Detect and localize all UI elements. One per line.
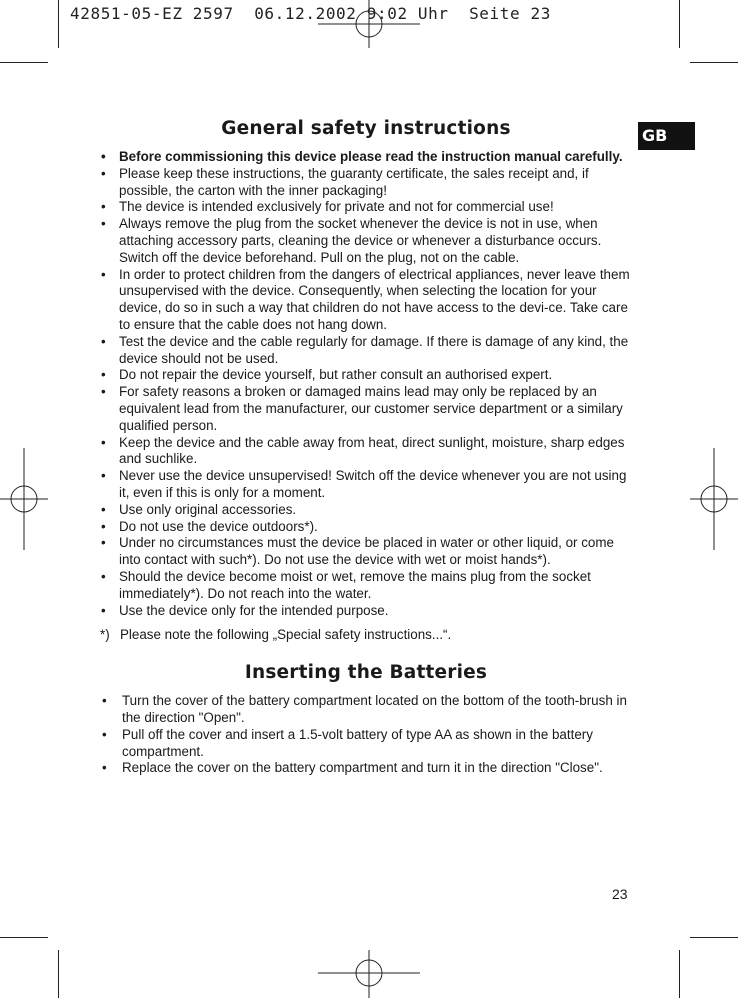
list-item: • Use the device only for the intended purpose. (96, 603, 636, 620)
list-item: • Keep the device and the cable away from heat, direct sunlight, moisture, sharp edges and suchlike. (96, 435, 636, 469)
registration-mark-bottom (318, 950, 420, 998)
section-title-safety: General safety instructions (221, 118, 511, 139)
crop-mark (0, 62, 48, 63)
footnote-text: Please note the following „Special safety instructions...“. (120, 627, 452, 643)
list-item: • Should the device become moist or wet, remove the mains plug from the socket immediately*). Do not reach into the water. (96, 569, 636, 603)
print-slug-line: 42851-05-EZ 2597 06.12.2002 9:02 Uhr Seite 23 (70, 4, 551, 23)
crop-mark (679, 0, 680, 48)
list-item: • Pull off the cover and insert a 1.5-volt battery of type AA as shown in the battery compartment. (96, 727, 636, 761)
registration-mark-top (318, 0, 420, 48)
page-number: 23 (612, 886, 628, 902)
crop-mark (690, 62, 738, 63)
crop-mark (679, 950, 680, 998)
list-item: • Do not repair the device yourself, but rather consult an authorised expert. (96, 367, 636, 384)
language-tab: GB (638, 122, 695, 150)
page-content (96, 118, 636, 777)
list-item: • The device is intended exclusively for private and not for commercial use! (96, 199, 636, 216)
list-item: • Do not use the device outdoors*). (96, 519, 636, 536)
list-item: • For safety reasons a broken or damaged mains lead may only be replaced by an equivalent lead from the manufacturer, our customer service department or a similary qualified person. (96, 384, 636, 434)
footnote (96, 627, 636, 644)
list-item: • Replace the cover on the battery compartment and turn it in the direction "Close". (96, 760, 636, 777)
list-item: • Turn the cover of the battery compartment located on the bottom of the tooth-brush in the direction "Open". (96, 693, 636, 727)
list-item: • Before commissioning this device please read the instruction manual carefully. (96, 149, 636, 166)
registration-mark-right (690, 448, 738, 550)
list-item: • Test the device and the cable regularly for damage. If there is damage of any kind, the device should not be used. (96, 334, 636, 368)
crop-mark (58, 0, 59, 48)
crop-mark (58, 950, 59, 998)
registration-mark-left (0, 448, 48, 550)
list-item: • Use only original accessories. (96, 502, 636, 519)
list-item: • Always remove the plug from the socket whenever the device is not in use, when attaching accessory parts, cleaning the device or whenever a disturbance occurs. Switch off the device beforehand. Pull on the plug, not on the cable. (96, 216, 636, 266)
list-item: • In order to protect children from the dangers of electrical appliances, never leave them unsupervised with the device. Consequently, when selecting the location for your device, do so in such a way that children do not have access to the devi-ce. Take care to ensure that the cable does not hang down. (96, 267, 636, 334)
battery-instructions-list (96, 693, 636, 777)
crop-mark (690, 937, 738, 938)
crop-mark (0, 937, 48, 938)
list-item: • Under no circumstances must the device be placed in water or other liquid, or come into contact with such*). Do not use the device with wet or moist hands*). (96, 535, 636, 569)
footnote-mark: *) (100, 627, 110, 643)
safety-instructions-list (96, 149, 636, 619)
list-item: • Never use the device unsupervised! Switch off the device whenever you are not using it, even if this is only for a moment. (96, 468, 636, 502)
list-item: • Please keep these instructions, the guaranty certificate, the sales receipt and, if possible, the carton with the inner packaging! (96, 166, 636, 200)
section-title-batteries: Inserting the Batteries (244, 662, 488, 684)
